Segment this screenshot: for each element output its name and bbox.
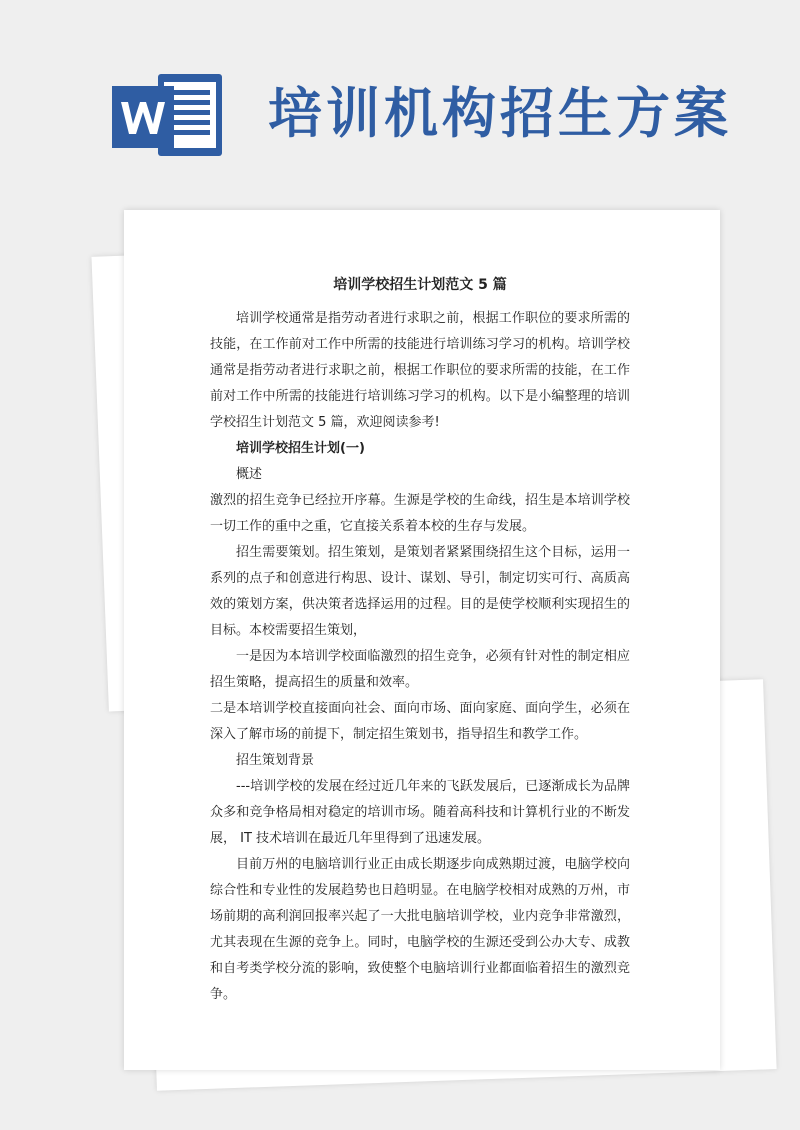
document-body: [210, 272, 630, 1008]
word-doc-icon: [112, 72, 224, 158]
paragraph-4: 二是本培训学校直接面向社会、面向市场、面向家庭、面向学生，必须在深入了解市场的前提下，制定招生策划书，指导招生和教学工作。: [210, 701, 630, 742]
section-heading: 培训学校招生计划(一): [236, 441, 365, 456]
banner-title: 培训机构招生方案: [268, 81, 732, 145]
paragraph-3: 一是因为本培训学校面临激烈的招生竞争，必须有针对性的制定相应招生策略，提高招生的质量和效率。: [210, 649, 630, 690]
paragraph-5: ---培训学校的发展在经过近几年来的飞跃发展后，已逐渐成长为品牌众多和竞争格局相对稳定的培训市场。随着高科技和计算机行业的不断发展， IT 技术培训在最近几年里得到了迅速发展。: [210, 779, 630, 846]
paragraph-1: 激烈的招生竞争已经拉开序幕。生源是学校的生命线，招生是本培训学校一切工作的重中之重，它直接关系着本校的生存与发展。: [210, 493, 630, 534]
paragraph-6: 目前万州的电脑培训行业正由成长期逐步向成熟期过渡，电脑学校向综合性和专业性的发展趋势也日趋明显。在电脑学校相对成熟的万州，市场前期的高利润回报率兴起了一大批电脑培训学校，业内竞争非常激烈，尤其表现在生源的竞争上。同时，电脑学校的生源还受到公办大专、成教和自考类学校分流的影响，致使整个电脑培训行业都面临着招生的激烈竞争。: [210, 857, 630, 1002]
document-title: 培训学校招生计划范文 5 篇: [333, 277, 507, 293]
overview-label: 概述: [236, 467, 263, 482]
document-page: [124, 210, 720, 1070]
paragraph-2: 招生需要策划。招生策划，是策划者紧紧围绕招生这个目标，运用一系列的点子和创意进行构思、设计、谋划、导引，制定切实可行、高质高效的策划方案，供决策者选择运用的过程。目的是使学校顺利实现招生的目标。本校需要招生策划，: [210, 545, 630, 638]
background-label: 招生策划背景: [236, 753, 315, 768]
intro-paragraph: 培训学校通常是指劳动者进行求职之前，根据工作职位的要求所需的技能，在工作前对工作中所需的技能进行培训练习学习的机构。培训学校通常是指劳动者进行求职之前，根据工作职位的要求所需的技能，在工作前对工作中所需的技能进行培训练习学习的机构。以下是小编整理的培训学校招生计划范文 5 篇，欢迎阅读参考!: [210, 311, 630, 430]
header-banner: [0, 0, 800, 200]
